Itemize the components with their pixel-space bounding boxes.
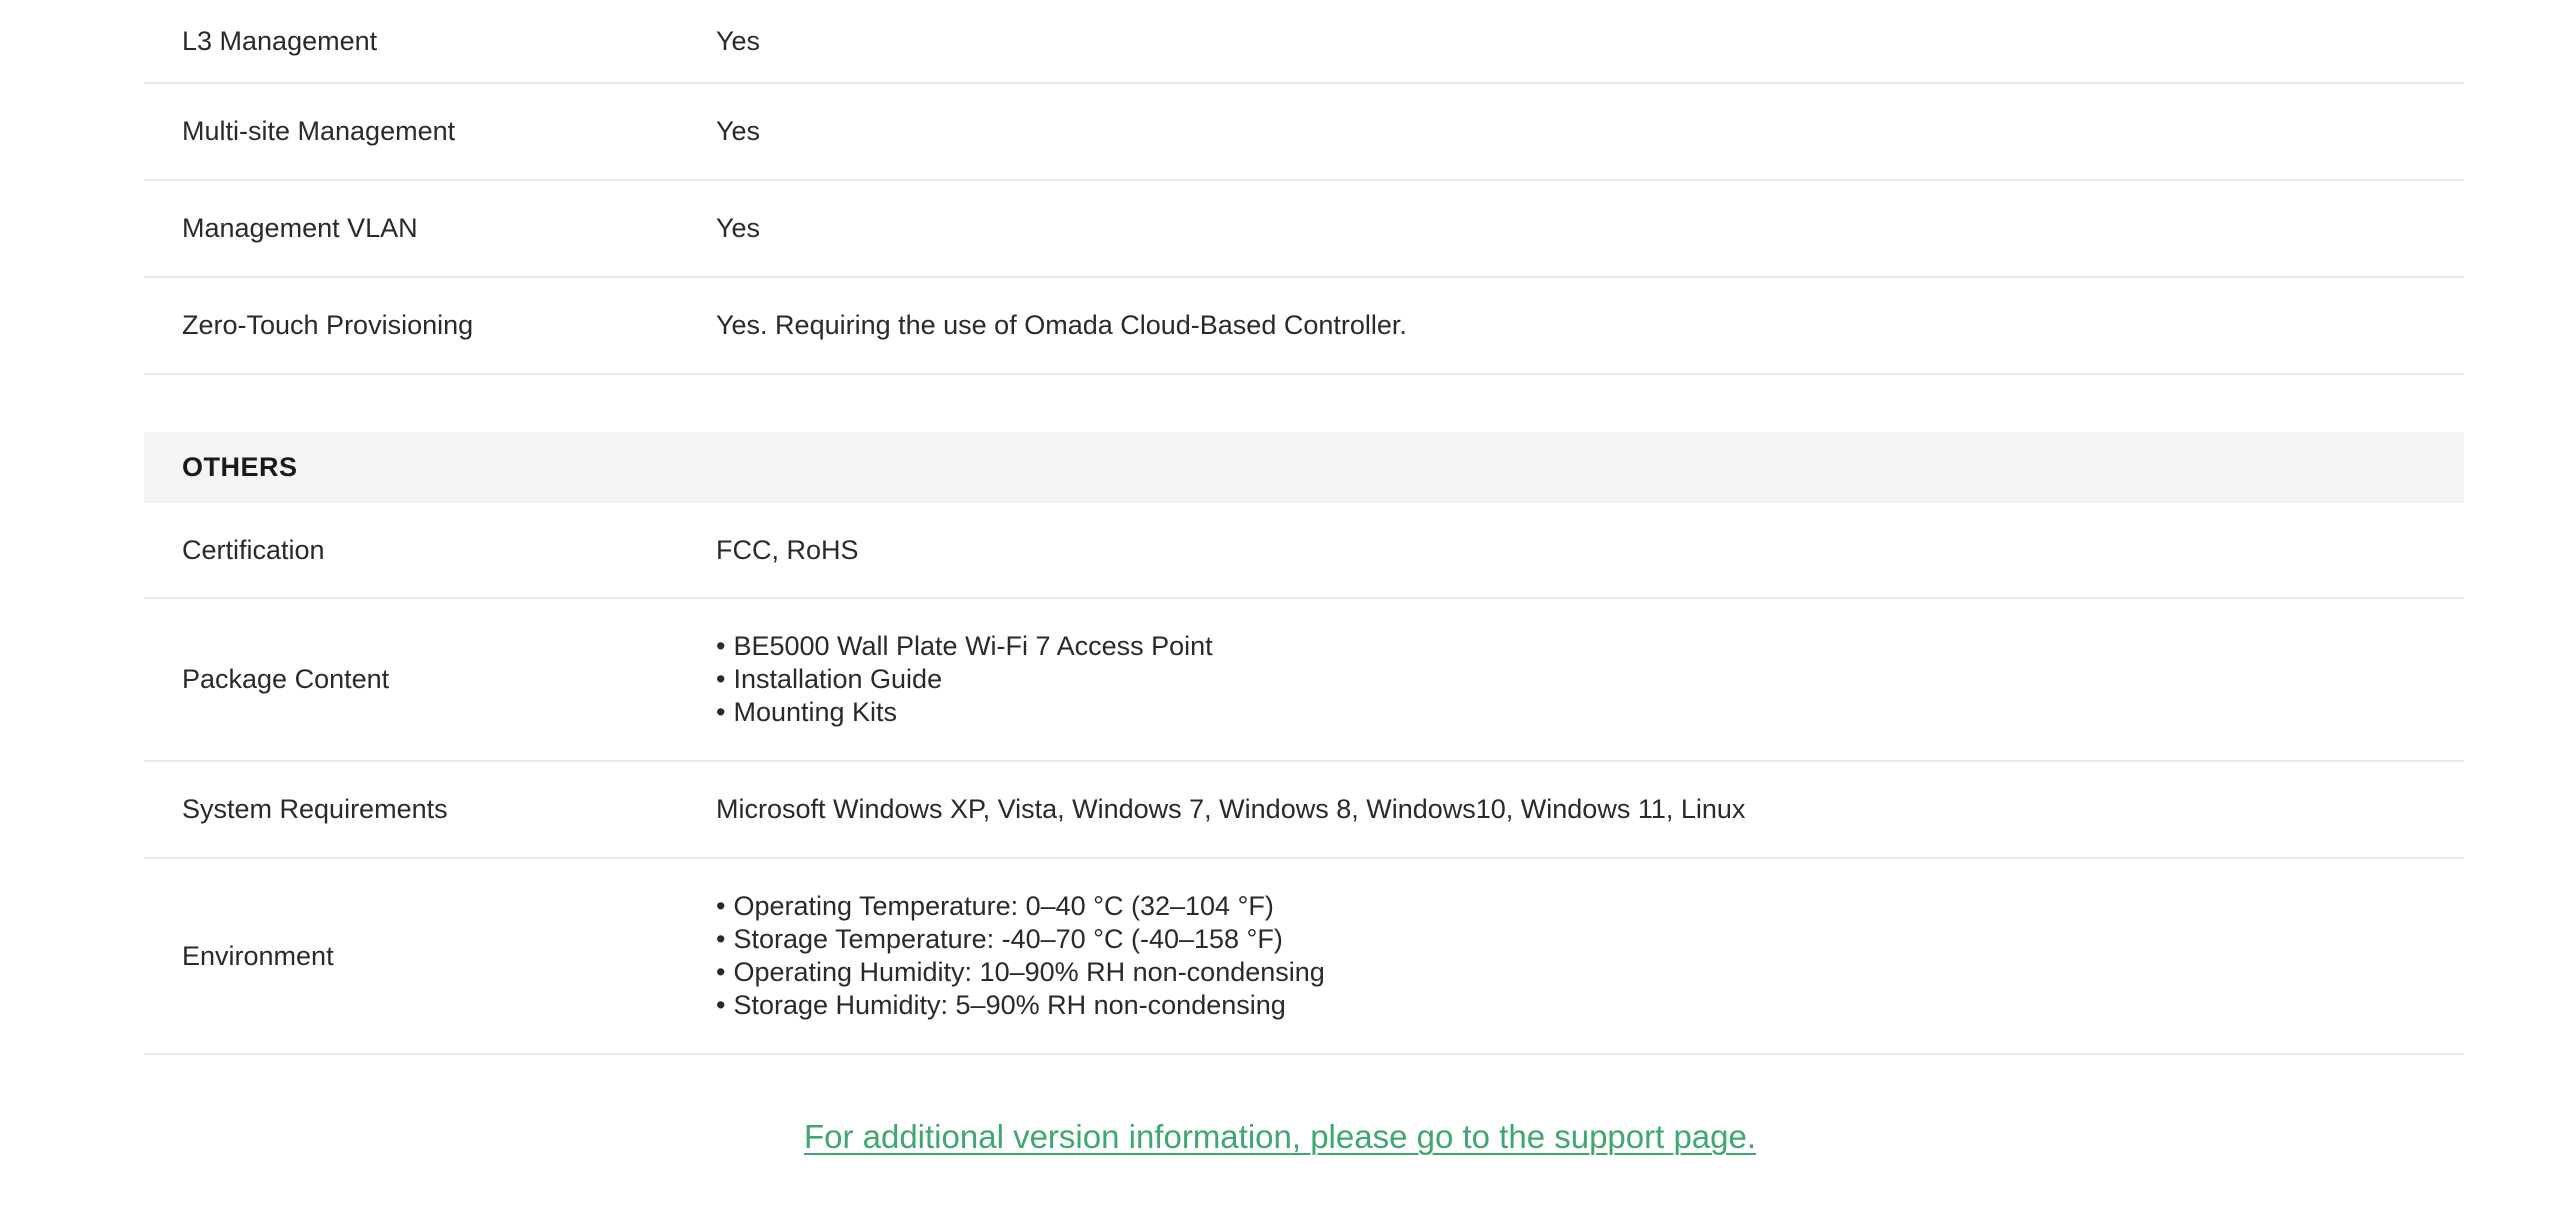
table-row-multi-site-management bbox=[144, 84, 2464, 181]
row-label: Multi-site Management bbox=[182, 116, 456, 146]
table-row-l3-management bbox=[144, 0, 2464, 84]
list-item: • Mounting Kits bbox=[716, 696, 2464, 729]
row-label: Environment bbox=[182, 940, 334, 971]
list-item: • Storage Temperature: -40–70 °C (-40–158 °F) bbox=[716, 923, 2464, 956]
support-page-link[interactable]: For additional version information, please go to the support page. bbox=[803, 1118, 1757, 1155]
row-value: Yes bbox=[716, 25, 761, 56]
list-item: • BE5000 Wall Plate Wi-Fi 7 Access Point bbox=[716, 630, 2464, 663]
row-value-list bbox=[716, 890, 2464, 1022]
specifications-table bbox=[144, 0, 2464, 1055]
list-item: • Operating Temperature: 0–40 °C (32–104 °F) bbox=[716, 890, 2464, 923]
row-label: Certification bbox=[182, 534, 325, 565]
list-item: • Installation Guide bbox=[716, 663, 2464, 696]
row-value: Yes bbox=[716, 213, 761, 243]
row-value: Yes. Requiring the use of Omada Cloud-Based Controller. bbox=[716, 310, 1407, 340]
row-label: Management VLAN bbox=[182, 213, 418, 243]
section-header-others: OTHERS bbox=[144, 432, 2464, 503]
row-value: Yes bbox=[716, 116, 761, 146]
table-row-package-content bbox=[144, 599, 2464, 762]
environment-list bbox=[716, 890, 2464, 1022]
row-label: System Requirements bbox=[182, 794, 448, 824]
table-row-management-vlan bbox=[144, 181, 2464, 278]
table-row-certification bbox=[144, 503, 2464, 599]
list-item: • Storage Humidity: 5–90% RH non-condensing bbox=[716, 989, 2464, 1022]
table-row-zero-touch-provisioning bbox=[144, 278, 2464, 375]
section-spacer bbox=[144, 375, 2464, 432]
row-label: Package Content bbox=[182, 664, 390, 694]
row-value-list bbox=[716, 630, 2464, 729]
row-label: L3 Management bbox=[182, 25, 378, 56]
package-content-list bbox=[716, 630, 2464, 729]
table-row-system-requirements bbox=[144, 762, 2464, 859]
table-row-environment bbox=[144, 859, 2464, 1055]
row-value: FCC, RoHS bbox=[716, 534, 859, 565]
list-item: • Operating Humidity: 10–90% RH non-condensing bbox=[716, 956, 2464, 989]
row-value: Microsoft Windows XP, Vista, Windows 7, Windows 8, Windows10, Windows 11, Linux bbox=[716, 794, 1746, 824]
support-link-container bbox=[0, 1118, 2560, 1156]
row-label: Zero-Touch Provisioning bbox=[182, 310, 474, 340]
